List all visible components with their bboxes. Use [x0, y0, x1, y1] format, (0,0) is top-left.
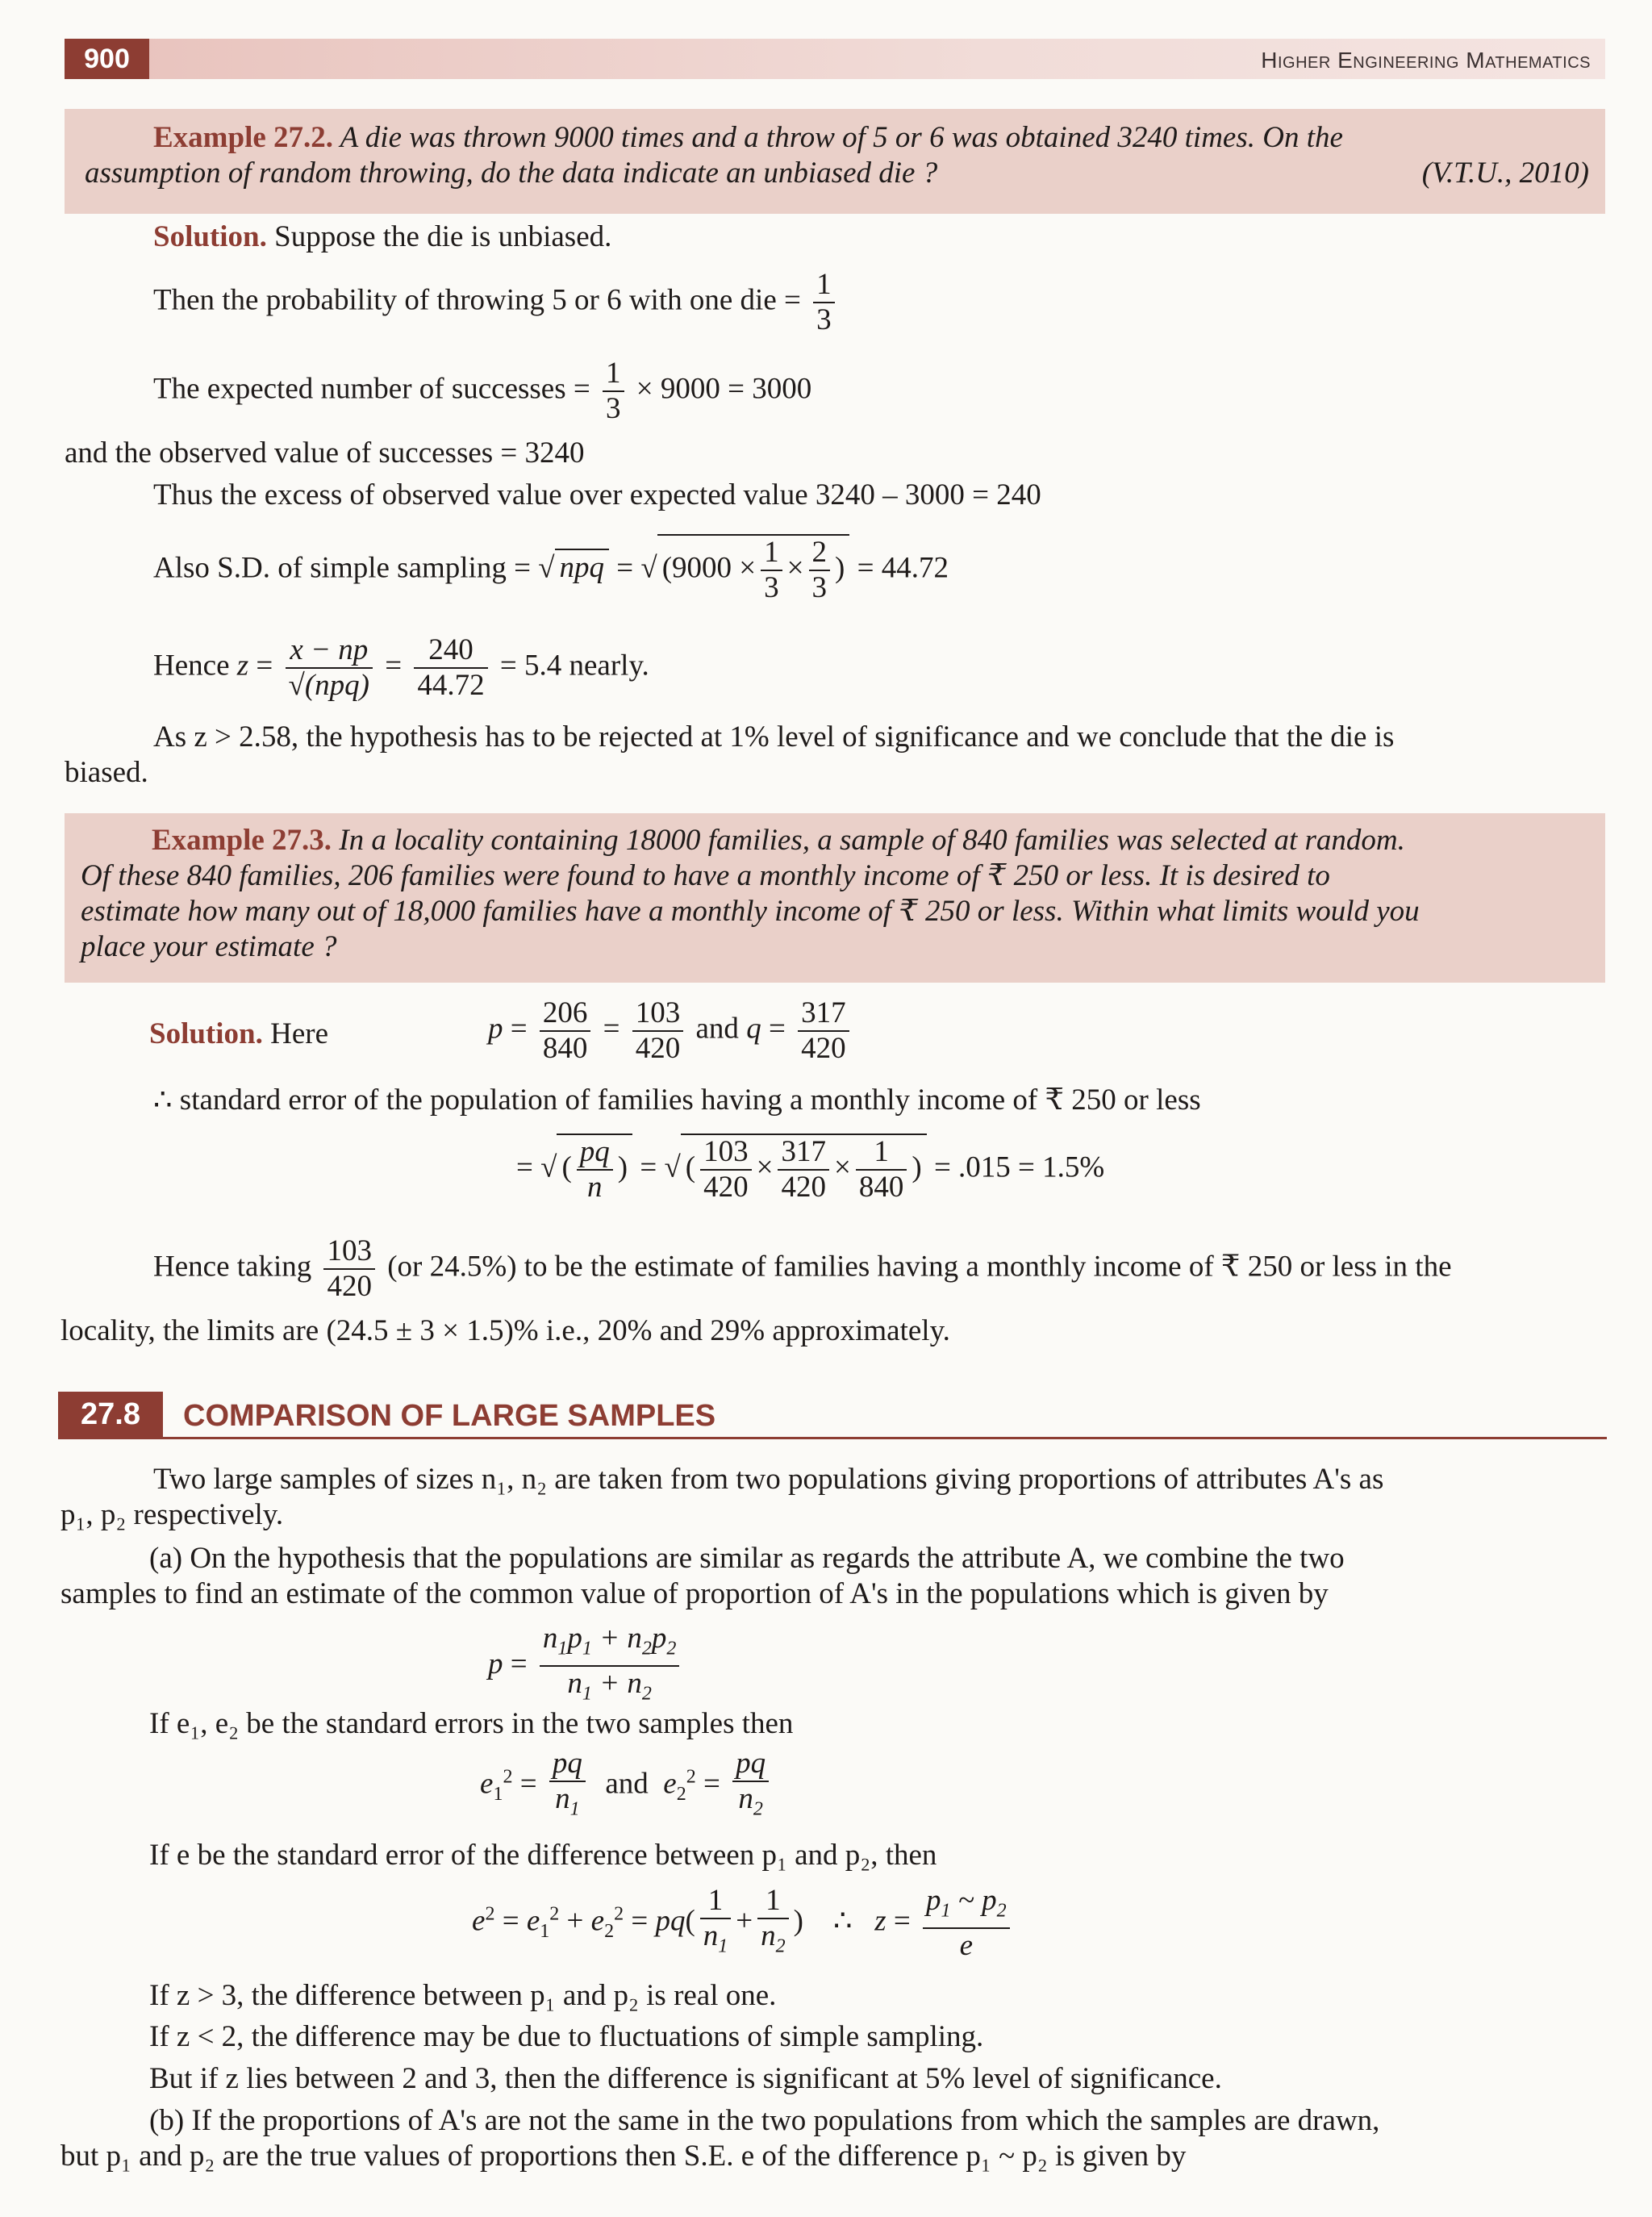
example-27-3-line3: estimate how many out of 18,000 families have a monthly income of ₹ 250 or less. Within what limits would you — [81, 895, 1420, 928]
solution-27-2-intro: Solution. Suppose the die is unbiased. — [153, 220, 612, 253]
example-27-2-citation: (V.T.U., 2010) — [1421, 157, 1589, 190]
example-27-3-box — [65, 813, 1605, 983]
pooled-p-formula: p = $\frac{n_1p_1 + n_2p_2}{n_1 + n_2}$ — [488, 1622, 684, 1711]
expected-line: The expected number of successes = $\frac{1}{3}$ × 9000 = 3000 — [153, 357, 812, 425]
se-line: ∴ standard error of the population of families having a monthly income of ₹ 250 or less — [153, 1083, 1201, 1117]
example-27-3-label: Example 27.3. — [152, 824, 332, 857]
body-p5: If z > 3, the difference between p₁ and p₂ is real one. — [149, 1979, 777, 2012]
solution-label: Solution. — [153, 220, 267, 253]
example-27-2-box — [65, 109, 1605, 214]
sd-line: Also S.D. of simple sampling = √ npq = √ (9000 × $\frac{1}{3}$ × $\frac{2}{3}$ ) = 44.72 — [153, 536, 949, 604]
body-p8-line2: but p₁ and p₂ are the true values of proportions then S.E. e of the difference p₁ ~ p₂ is given by — [60, 2140, 1187, 2173]
p-q-values: p = $\frac{206}{840}$ = $\frac{103}{420}$ and q = $\frac{317}{420}$ — [488, 996, 854, 1066]
page-header — [65, 39, 1605, 79]
z-fraction: $\frac{x - np}{\text{√(npq)}}$ — [286, 633, 373, 703]
solution-27-3-here: Solution. Here — [149, 1017, 329, 1050]
section-title: COMPARISON OF LARGE SAMPLES — [183, 1399, 716, 1433]
body-p2-line2: samples to find an estimate of the common value of proportion of A's in the populations which is given by — [60, 1577, 1329, 1610]
se-formula: = √ ( $\frac{pq}{n}$ ) = √ ( $\frac{103}{420}$ × $\frac{317}{420}$ × $\frac{1}{840}$ ) = .015 = 1.5% — [516, 1135, 1105, 1204]
fraction-one-third: $\frac{1}{3}$ — [603, 357, 624, 426]
body-p3: If e₁, e₂ be the standard errors in the two samples then — [149, 1707, 794, 1740]
difference-formula: $e^2 = e_1^2 + e_2^2 = pq$( $\frac{1}{n_1}$ + $\frac{1}{n_2}$ ) ∴ z = $\frac{p_1 \sim p_2}{e}$ — [472, 1884, 1015, 1963]
body-p2-line1: (a) On the hypothesis that the populations are similar as regards the attribute A, we combine the two — [149, 1542, 1345, 1575]
body-p6: If z < 2, the difference may be due to fluctuations of simple sampling. — [149, 2020, 984, 2053]
sqrt-expression: (9000 × $\frac{1}{3}$ × $\frac{2}{3}$ ) — [657, 534, 850, 605]
fraction-one-third: $\frac{1}{3}$ — [813, 268, 835, 337]
hence-z-line: Hence z = $\frac{x - np}{\text{√(npq)}}$ = $\frac{240}{44.72}$ = 5.4 nearly. — [153, 633, 649, 702]
body-p7: But if z lies between 2 and 3, then the difference is significant at 5% level of significance. — [149, 2062, 1222, 2095]
body-p1-line1: Two large samples of sizes n₁, n₂ are taken from two populations giving proportions of attributes A's as — [153, 1463, 1384, 1496]
conclusion-line2: biased. — [65, 756, 148, 789]
example-27-3-line1: Example 27.3. In a locality containing 18000 families, a sample of 840 families was selected at random. — [152, 824, 1405, 857]
section-heading — [58, 1392, 1607, 1439]
body-p4: If e be the standard error of the difference between p₁ and p₂, then — [149, 1839, 937, 1872]
running-title: Higher Engineering Mathematics — [1261, 48, 1591, 73]
z-value-fraction: $\frac{240}{44.72}$ — [414, 633, 487, 703]
hence-taking-line: Hence taking $\frac{103}{420}$ (or 24.5%) to be the estimate of families having a monthly income of ₹ 250 or less in the — [153, 1234, 1452, 1303]
conclusion-line1: As z > 2.58, the hypothesis has to be rejected at 1% level of significance and we conclude that the die is — [153, 720, 1395, 754]
se-squares-formula: $e_1^2$ = $\frac{pq}{n_1}$ and $e_2^2$ = $\frac{pq}{n_2}$ — [480, 1747, 774, 1826]
observed-line: and the observed value of successes = 3240 — [65, 436, 585, 470]
body-p1-line2: p₁, p₂ respectively. — [60, 1498, 284, 1531]
example-27-2-line1: Example 27.2. A die was thrown 9000 times and a throw of 5 or 6 was obtained 3240 times. On the — [153, 121, 1343, 154]
body-p8-line1: (b) If the proportions of A's are not the same in the two populations from which the samples are drawn, — [149, 2104, 1380, 2137]
page-number: 900 — [65, 39, 149, 79]
example-27-2-line2: assumption of random throwing, do the data indicate an unbiased die ? — [85, 157, 938, 190]
probability-line: Then the probability of throwing 5 or 6 with one die = $\frac{1}{3}$ — [153, 268, 840, 337]
example-27-3-line4: place your estimate ? — [81, 930, 337, 963]
section-number: 27.8 — [58, 1392, 163, 1437]
excess-line: Thus the excess of observed value over expected value 3240 – 3000 = 240 — [153, 478, 1041, 511]
example-27-2-label: Example 27.2. — [153, 121, 334, 154]
example-27-3-line2: Of these 840 families, 206 families were found to have a monthly income of ₹ 250 or less. It is desired to — [81, 859, 1330, 892]
limits-line: locality, the limits are (24.5 ± 3 × 1.5)% i.e., 20% and 29% approximately. — [60, 1314, 950, 1347]
